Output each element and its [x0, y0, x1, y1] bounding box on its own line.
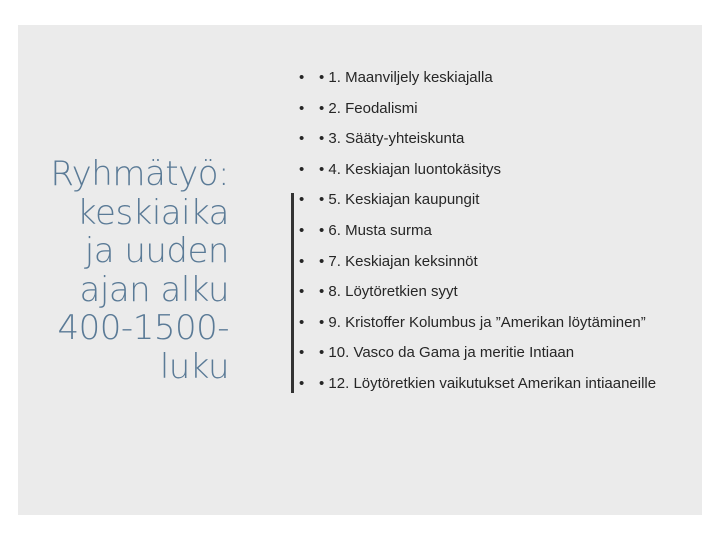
list-item	[299, 345, 669, 361]
title-line: 400-1500-	[57, 308, 229, 348]
list-item-text: • 3. Sääty-yhteiskunta	[319, 130, 465, 148]
list-item	[299, 223, 669, 239]
list-item	[299, 101, 669, 117]
list-item	[299, 162, 669, 178]
title-line: ajan alku	[79, 269, 229, 310]
list-item-text: • 4. Keskiajan luontokäsitys	[319, 160, 502, 178]
bullet-icon: •	[299, 283, 305, 301]
list-item-text: • 1. Maanviljely keskiajalla	[319, 69, 493, 86]
list-item	[299, 315, 669, 331]
topic-list	[299, 70, 669, 407]
title-line: keskiaika	[77, 192, 229, 233]
bullet-icon: •	[299, 191, 305, 209]
title-line: Ryhmätyö:	[50, 154, 229, 194]
list-item-text: • 7. Keskiajan keksinnöt	[319, 252, 478, 270]
slide-title	[9, 155, 229, 386]
list-item	[299, 376, 669, 392]
bullet-icon: •	[299, 374, 305, 392]
bullet-icon: •	[299, 99, 305, 117]
bullet-icon: •	[299, 344, 305, 362]
bullet-icon: •	[299, 160, 305, 178]
list-item-text: • 12. Löytöretkien vaikutukset Amerikan intiaaneille	[319, 374, 657, 392]
list-item-text: • 2. Feodalismi	[319, 99, 418, 117]
bullet-icon: •	[299, 130, 305, 148]
list-item	[299, 192, 669, 208]
title-line: ja uuden	[84, 231, 229, 271]
list-item-text: • 10. Vasco da Gama ja meritie Intiaan	[319, 344, 575, 362]
bullet-icon: •	[299, 221, 305, 239]
list-item	[299, 254, 669, 270]
list-item-text: • 5. Keskiajan kaupungit	[319, 191, 480, 209]
list-item-text: • 8. Löytöretkien syyt	[319, 283, 458, 301]
list-item	[299, 131, 669, 147]
bullet-icon: •	[299, 69, 305, 86]
list-item	[299, 284, 669, 300]
vertical-divider	[291, 193, 294, 393]
title-line: luku	[159, 346, 229, 387]
bullet-icon: •	[299, 313, 305, 331]
bullet-icon: •	[299, 252, 305, 270]
list-item-text: • 6. Musta surma	[319, 221, 432, 239]
list-item	[299, 70, 669, 86]
list-item-text: • 9. Kristoffer Kolumbus ja ”Amerikan löytäminen”	[319, 313, 646, 331]
